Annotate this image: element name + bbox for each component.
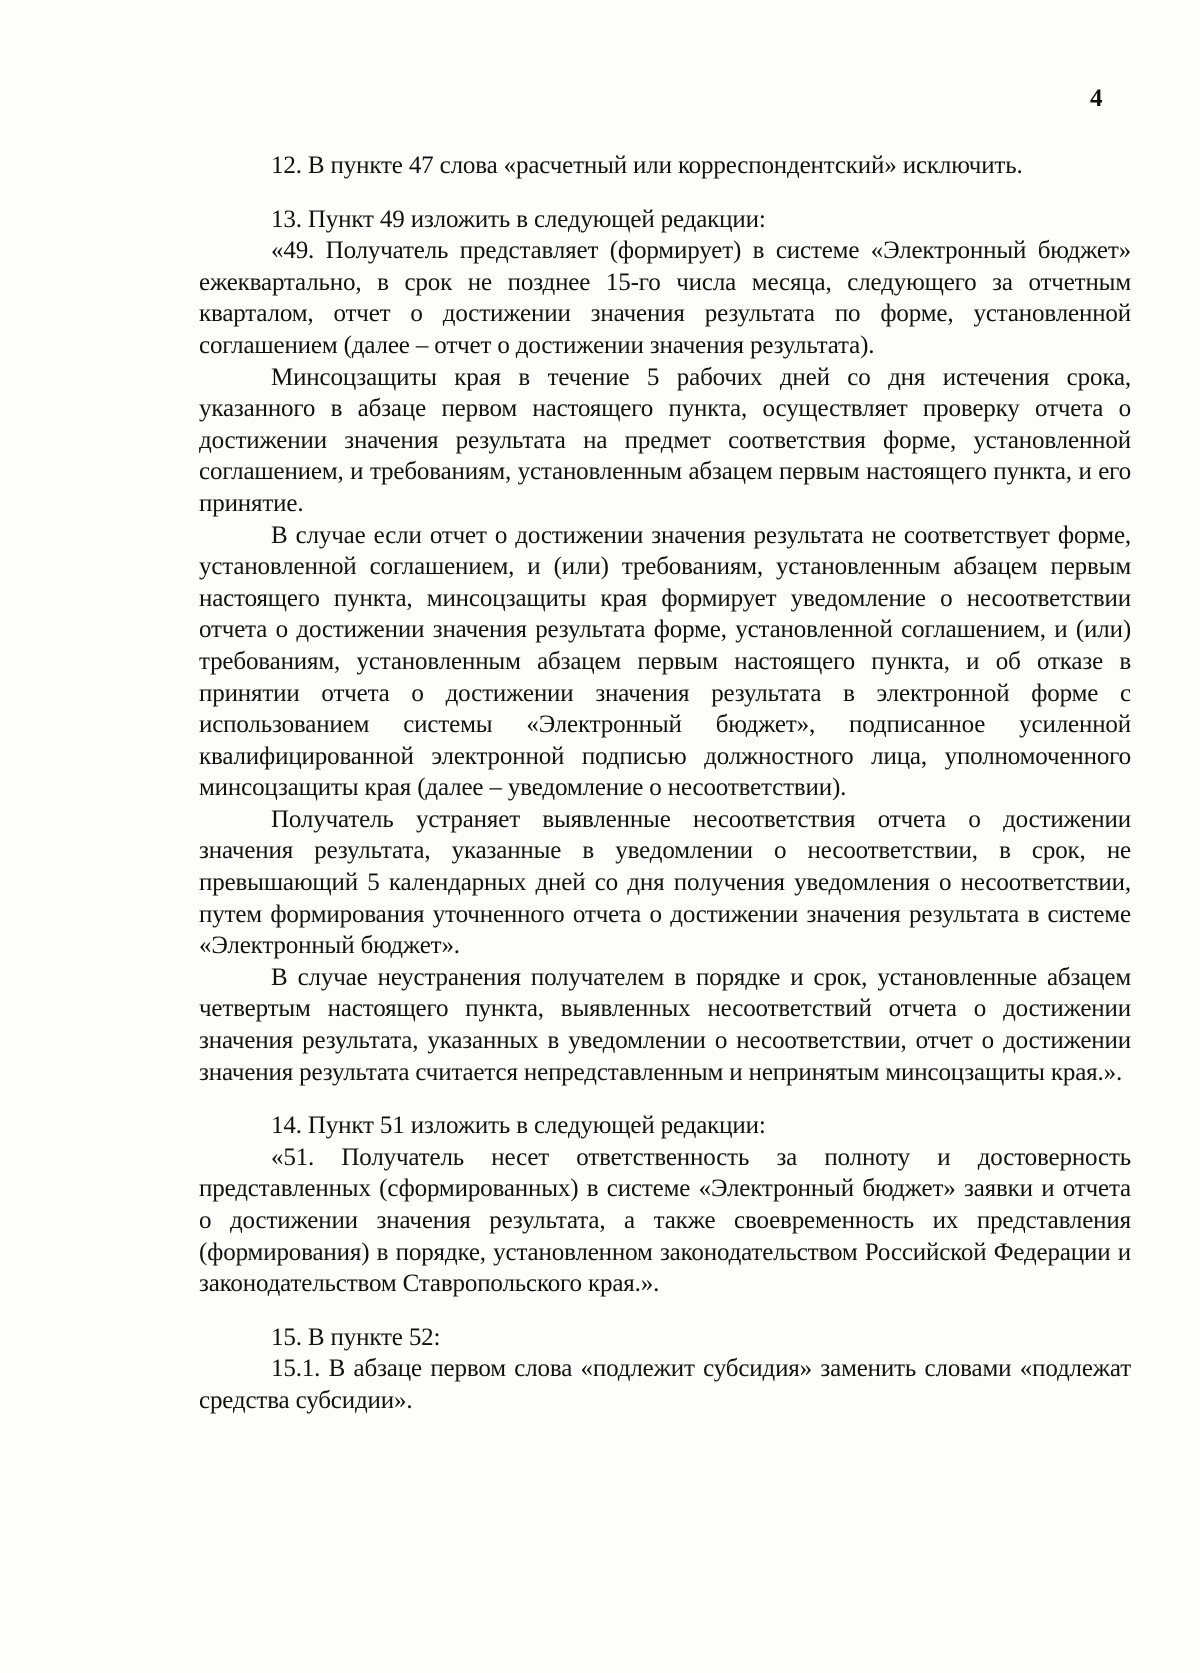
document-body: [199, 150, 1131, 1417]
paragraph-report-review: Минсоцзащиты края в течение 5 рабочих дней со дня истечения срока, указанного в абзаце первом настоящего пункта, осуществляет проверку отчета о достижении значения результата на предмет соответствия форме, установленной соглашением, и требованиям, установленным абзацем первым настоящего пункта, и его принятие.: [199, 363, 1131, 517]
paragraph-item-12: 12. В пункте 47 слова «расчетный или корреспондентский» исключить.: [271, 152, 1023, 179]
paragraph-report-rejection: В случае неустранения получателем в порядке и срок, установленные абзацем четвертым настоящего пункта, выявленных несоответствий отчета о достижении значения результата, указанных в уведомлении о несоответствии, отчет о достижении значения результата считается непредставленным и непринятым минсоцзащиты края.».: [199, 963, 1131, 1086]
paragraph-item-13-heading: 13. Пункт 49 изложить в следующей редакции:: [271, 205, 766, 233]
paragraph-point-49: «49. Получатель представляет (формирует) в системе «Электронный бюджет» ежеквартально, в срок не позднее 15-го числа месяца, следующего за отчетным кварталом, отчет о достижении значения результата по форме, установленной соглашением (далее – отчет о достижении значения результата).: [199, 237, 1131, 359]
paragraph-correction-deadline: Получатель устраняет выявленные несоответствия отчета о достижении значения результата, указанные в уведомлении о несоответствии, в срок, не превышающий 5 календарных дней со дня получения уведомления о несоответствии, путем формирования уточненного отчета о достижении значения результата в системе «Электронный бюджет».: [199, 805, 1131, 960]
paragraph-point-51: «51. Получатель несет ответственность за полноту и достоверность представленных (сформированных) в системе «Электронный бюджет» заявки и отчета о достижении значения результата, а также своевременность их представления (формирования) в порядке, установленном законодательством Российской Федерации и законодательством Ставропольского края.».: [199, 1143, 1131, 1298]
paragraph-noncompliance-notice: В случае если отчет о достижении значения результата не соответствует форме, установленной соглашением, и (или) требованиям, установленным абзацем первым настоящего пункта, минсоцзащиты края формирует уведомление о несоответствии отчета о достижении значения результата форме, установленной соглашением, и (или) требованиям, установленным абзацем первым настоящего пункта, и об отказе в принятии отчета о достижении значения результата в электронной форме с использованием системы «Электронный бюджет», подписанное усиленной квалифицированной электронной подписью должностного лица, уполномоченного минсоцзащиты края (далее – уведомление о несоответствии).: [199, 521, 1131, 802]
page-number: 4: [1090, 85, 1103, 112]
paragraph-item-15-1: 15.1. В абзаце первом слова «подлежит субсидия» заменить словами «подлежат средства субсидии».: [199, 1355, 1131, 1414]
paragraph-item-14-heading: 14. Пункт 51 изложить в следующей редакции:: [271, 1112, 766, 1140]
paragraph-item-15-heading: 15. В пункте 52:: [271, 1323, 441, 1351]
